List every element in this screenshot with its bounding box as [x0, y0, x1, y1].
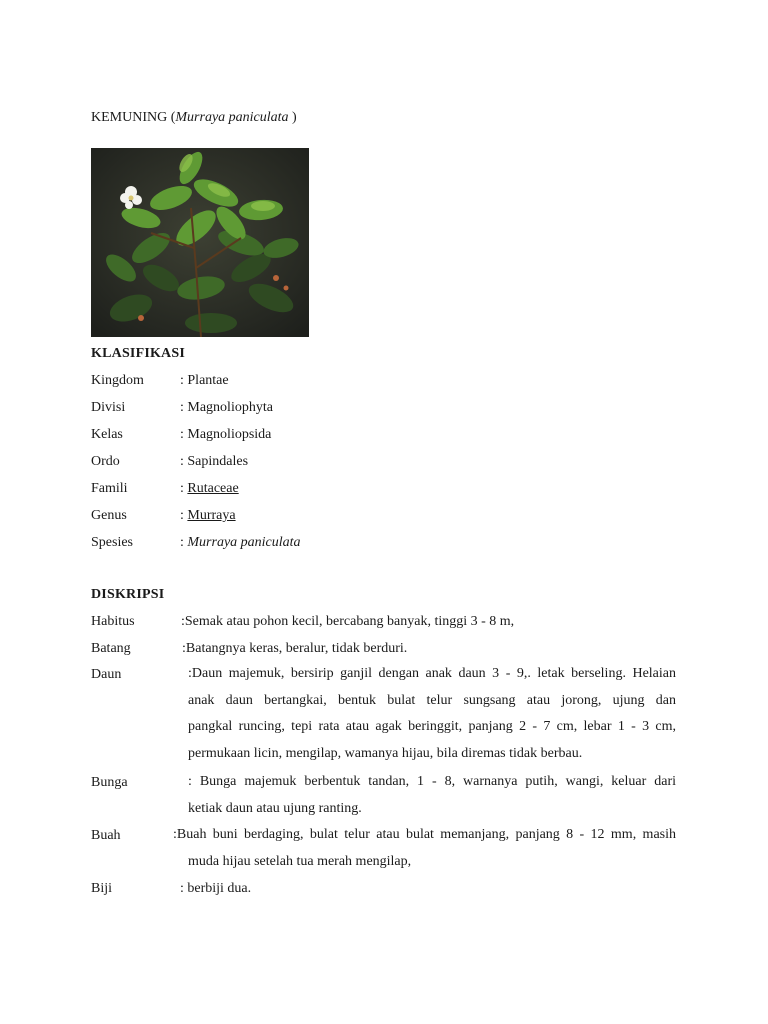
classification-heading: KLASIFIKASI [91, 346, 186, 361]
paragraph-line: : Bunga majemuk berbentuk tandan, 1 - 8, warnanya putih, wangi, keluar dari [188, 774, 676, 789]
paragraph-line: anak daun bertangkai, bentuk bulat telur sungsang atau jorong, ujung dan [188, 692, 676, 708]
species-name: Murraya paniculata [187, 535, 301, 550]
buah-paragraph [173, 822, 676, 875]
paragraph-line: muda hijau setelah tua merah mengilap, [188, 853, 412, 869]
row-label: Ordo [91, 454, 120, 469]
row-label: Kingdom [91, 373, 144, 388]
row-value: : berbiji dua. [180, 881, 252, 896]
row-label: Biji [91, 881, 113, 896]
row-label: Spesies [91, 535, 133, 550]
row-value: : Plantae [180, 373, 229, 388]
paragraph-line: :Buah buni berdaging, bulat telur atau bulat memanjang, panjang 8 - 12 mm, masih [173, 827, 676, 842]
page-title [91, 110, 297, 126]
bunga-paragraph [188, 769, 676, 822]
row-label: Kelas [91, 427, 123, 442]
kemuning-plant-image [91, 148, 309, 337]
title-text: KEMUNING ( [91, 110, 176, 125]
daun-paragraph [188, 661, 676, 768]
description-heading: DISKRIPSI [91, 587, 165, 602]
paragraph-line: ketiak daun atau ujung ranting. [188, 800, 362, 816]
row-label: Bunga [91, 775, 128, 790]
row-label: Famili [91, 481, 128, 496]
row-prefix: : [180, 508, 188, 523]
row-value: : Magnoliophyta [180, 400, 273, 415]
murraya-link[interactable]: Murraya [187, 508, 236, 523]
paragraph-line: :Daun majemuk, bersirip ganjil dengan anak daun 3 - 9,. letak berseling. Helaian [188, 666, 676, 681]
row-value: :Batangnya keras, beralur, tidak berduri. [182, 641, 408, 656]
row-label: Habitus [91, 614, 135, 629]
row-value: : Sapindales [180, 454, 249, 469]
plant-photo [91, 148, 309, 337]
row-prefix: : [180, 481, 188, 496]
row-label: Daun [91, 667, 122, 682]
row-label: Buah [91, 828, 121, 843]
title-close: ) [288, 110, 297, 125]
row-prefix: : [180, 535, 188, 550]
row-label: Genus [91, 508, 127, 523]
paragraph-line: pangkal runcing, tepi rata atau agak beringgit, panjang 2 - 7 cm, lebar 1 - 3 cm, [188, 719, 676, 735]
row-value: : Magnoliopsida [180, 427, 272, 442]
row-value: :Semak atau pohon kecil, bercabang banyak, tinggi 3 - 8 m, [181, 614, 515, 629]
row-label: Divisi [91, 400, 126, 415]
title-scientific-name: Murraya paniculata [175, 110, 289, 125]
paragraph-line: permukaan licin, mengilap, wamanya hijau, bila diremas tidak berbau. [188, 746, 583, 762]
rutaceae-link[interactable]: Rutaceae [187, 481, 239, 496]
row-label: Batang [91, 641, 131, 656]
